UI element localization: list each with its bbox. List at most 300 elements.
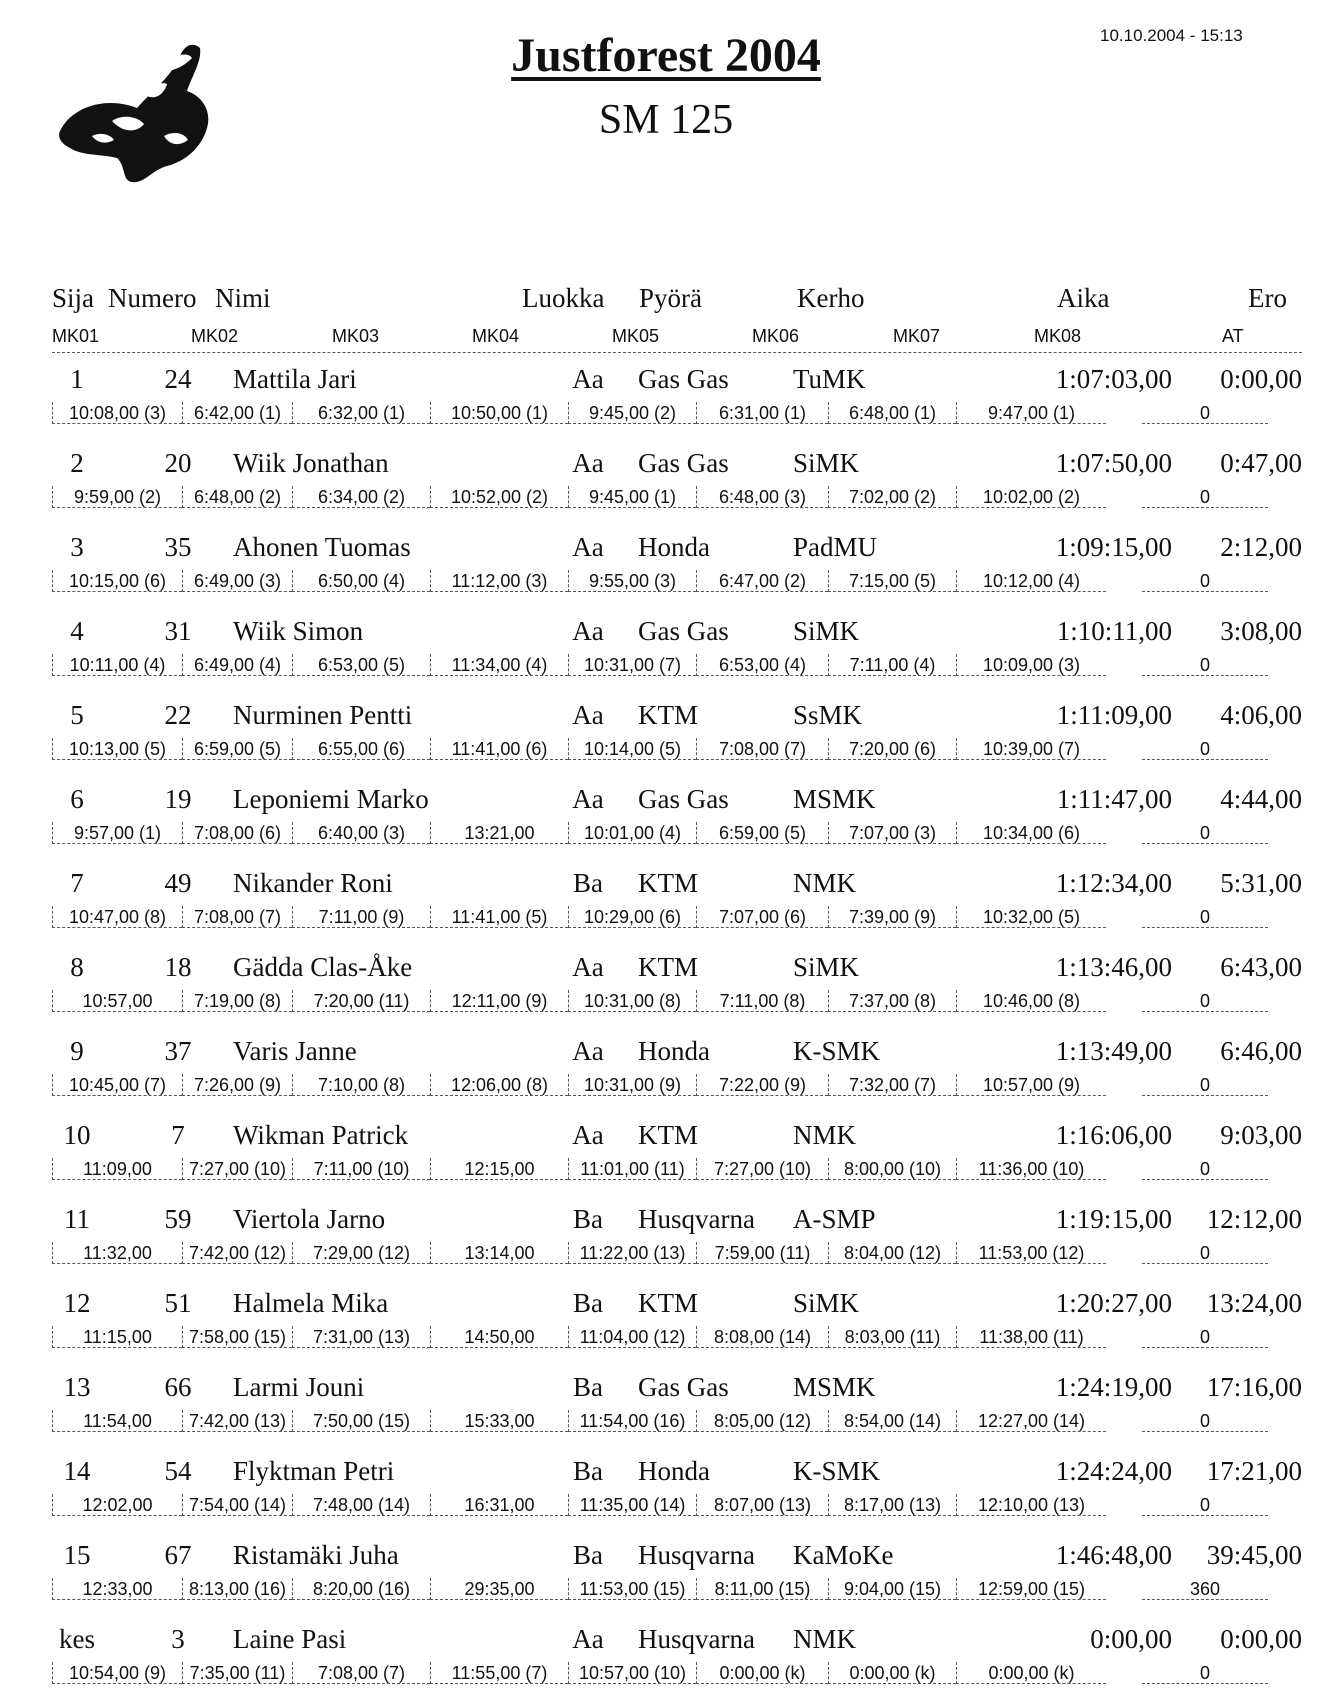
split-mk01: 10:13,00 (5) xyxy=(52,738,182,760)
col-ero: Ero xyxy=(1248,283,1287,313)
split-mk04: 11:41,00 (5) xyxy=(430,906,568,928)
split-mk07: 7:39,00 (9) xyxy=(828,906,956,928)
bike-cell: Gas Gas xyxy=(638,784,729,814)
rank-cell: 1 xyxy=(70,364,84,394)
result-entry xyxy=(52,1202,1302,1286)
split-mk01: 9:57,00 (1) xyxy=(52,822,182,844)
col-mk08: MK08 xyxy=(1034,326,1082,346)
split-at: 0 xyxy=(1142,1074,1268,1096)
number-cell: 18 xyxy=(164,952,192,982)
rank-cell: 5 xyxy=(70,700,84,730)
rank-cell: kes xyxy=(59,1624,95,1654)
split-mk06: 6:53,00 (4) xyxy=(696,654,828,676)
col-luokka: Luokka xyxy=(522,283,605,313)
result-main-row xyxy=(52,1034,1302,1072)
rank-cell: 11 xyxy=(64,1204,90,1234)
split-mk04: 11:41,00 (6) xyxy=(430,738,568,760)
number-cell: 22 xyxy=(164,700,192,730)
split-mk02: 7:42,00 (12) xyxy=(182,1242,292,1264)
split-mk06: 7:11,00 (8) xyxy=(696,990,828,1012)
split-mk04: 16:31,00 xyxy=(430,1494,568,1516)
result-split-row xyxy=(52,1578,1302,1602)
result-split-row xyxy=(52,486,1302,510)
diff-cell: 0:00,00 xyxy=(1220,1624,1302,1654)
diff-cell: 2:12,00 xyxy=(1220,532,1302,562)
result-split-row xyxy=(52,1326,1302,1350)
result-main-row xyxy=(52,1202,1302,1240)
club-cell: K-SMK xyxy=(793,1456,881,1486)
name-cell: Wikman Patrick xyxy=(233,1120,409,1150)
split-mk04: 11:55,00 (7) xyxy=(430,1662,568,1684)
split-mk02: 7:26,00 (9) xyxy=(182,1074,292,1096)
result-entry xyxy=(52,614,1302,698)
club-cell: K-SMK xyxy=(793,1036,881,1066)
diff-cell: 6:43,00 xyxy=(1220,952,1302,982)
result-main-row xyxy=(52,614,1302,652)
result-main-row xyxy=(52,1370,1302,1408)
name-cell: Nurminen Pentti xyxy=(233,700,413,730)
class-cell: Ba xyxy=(573,1204,603,1234)
split-mk08: 12:10,00 (13) xyxy=(956,1494,1106,1516)
split-mk04: 11:34,00 (4) xyxy=(430,654,568,676)
time-cell: 1:20:27,00 xyxy=(1055,1288,1172,1318)
split-at: 0 xyxy=(1142,402,1268,424)
diff-cell: 0:00,00 xyxy=(1220,364,1302,394)
bike-cell: Gas Gas xyxy=(638,616,729,646)
name-cell: Viertola Jarno xyxy=(233,1204,386,1234)
split-mk06: 7:08,00 (7) xyxy=(696,738,828,760)
number-cell: 59 xyxy=(164,1204,192,1234)
split-mk05: 10:14,00 (5) xyxy=(568,738,696,760)
class-cell: Aa xyxy=(572,1624,604,1654)
club-cell: TuMK xyxy=(793,364,866,394)
rank-cell: 15 xyxy=(63,1540,91,1570)
split-mk01: 10:11,00 (4) xyxy=(52,654,182,676)
number-cell: 3 xyxy=(171,1624,185,1654)
result-split-row xyxy=(52,1074,1302,1098)
number-cell: 31 xyxy=(164,616,192,646)
split-mk06: 8:11,00 (15) xyxy=(696,1578,828,1600)
bike-cell: Gas Gas xyxy=(638,448,729,478)
result-entry xyxy=(52,950,1302,1034)
split-mk02: 7:58,00 (15) xyxy=(182,1326,292,1348)
time-cell: 0:00,00 xyxy=(1090,1624,1172,1654)
split-mk01: 10:45,00 (7) xyxy=(52,1074,182,1096)
split-at: 0 xyxy=(1142,906,1268,928)
name-cell: Laine Pasi xyxy=(233,1624,347,1654)
split-mk02: 7:19,00 (8) xyxy=(182,990,292,1012)
rank-cell: 6 xyxy=(70,784,84,814)
split-mk01: 11:15,00 xyxy=(52,1326,182,1348)
split-mk03: 7:31,00 (13) xyxy=(292,1326,430,1348)
split-mk01: 11:54,00 xyxy=(52,1410,182,1432)
split-mk06: 8:08,00 (14) xyxy=(696,1326,828,1348)
class-cell: Ba xyxy=(573,868,603,898)
rank-cell: 9 xyxy=(70,1036,84,1066)
result-entry xyxy=(52,782,1302,866)
split-mk03: 6:32,00 (1) xyxy=(292,402,430,424)
split-mk01: 9:59,00 (2) xyxy=(52,486,182,508)
time-cell: 1:07:03,00 xyxy=(1055,364,1172,394)
split-at: 0 xyxy=(1142,486,1268,508)
split-mk05: 10:29,00 (6) xyxy=(568,906,696,928)
diff-cell: 0:47,00 xyxy=(1220,448,1302,478)
split-mk01: 12:33,00 xyxy=(52,1578,182,1600)
split-mk02: 7:27,00 (10) xyxy=(182,1158,292,1180)
split-mk05: 11:35,00 (14) xyxy=(568,1494,696,1516)
split-mk01: 10:57,00 xyxy=(52,990,182,1012)
split-mk01: 12:02,00 xyxy=(52,1494,182,1516)
name-cell: Wiik Jonathan xyxy=(233,448,389,478)
split-mk07: 7:11,00 (4) xyxy=(828,654,956,676)
name-cell: Flyktman Petri xyxy=(233,1456,395,1486)
split-at: 0 xyxy=(1142,570,1268,592)
class-cell: Aa xyxy=(572,364,604,394)
split-mk01: 10:54,00 (9) xyxy=(52,1662,182,1684)
split-mk02: 6:48,00 (2) xyxy=(182,486,292,508)
split-mk05: 11:04,00 (12) xyxy=(568,1326,696,1348)
split-mk06: 6:31,00 (1) xyxy=(696,402,828,424)
split-header-row xyxy=(52,326,1302,353)
split-mk08: 10:34,00 (6) xyxy=(956,822,1106,844)
diff-cell: 3:08,00 xyxy=(1220,616,1302,646)
time-cell: 1:07:50,00 xyxy=(1055,448,1172,478)
result-main-row xyxy=(52,1538,1302,1576)
split-mk08: 10:57,00 (9) xyxy=(956,1074,1106,1096)
result-main-row xyxy=(52,950,1302,988)
name-cell: Varis Janne xyxy=(233,1036,357,1066)
split-mk03: 7:08,00 (7) xyxy=(292,1662,430,1684)
col-mk07: MK07 xyxy=(893,326,941,346)
result-main-row xyxy=(52,866,1302,904)
split-mk08: 12:27,00 (14) xyxy=(956,1410,1106,1432)
split-mk07: 8:00,00 (10) xyxy=(828,1158,956,1180)
split-mk07: 7:02,00 (2) xyxy=(828,486,956,508)
split-at: 0 xyxy=(1142,1662,1268,1684)
class-cell: Aa xyxy=(572,1120,604,1150)
number-cell: 37 xyxy=(164,1036,192,1066)
result-split-row xyxy=(52,1242,1302,1266)
split-at: 0 xyxy=(1142,654,1268,676)
split-mk01: 11:09,00 xyxy=(52,1158,182,1180)
split-mk08: 10:02,00 (2) xyxy=(956,486,1106,508)
diff-cell: 9:03,00 xyxy=(1220,1120,1302,1150)
result-entry xyxy=(52,530,1302,614)
split-mk07: 7:07,00 (3) xyxy=(828,822,956,844)
split-mk05: 10:31,00 (9) xyxy=(568,1074,696,1096)
result-split-row xyxy=(52,822,1302,846)
split-mk08: 12:59,00 (15) xyxy=(956,1578,1106,1600)
split-mk04: 15:33,00 xyxy=(430,1410,568,1432)
split-mk08: 9:47,00 (1) xyxy=(956,402,1106,424)
bike-cell: Husqvarna xyxy=(638,1204,755,1234)
col-pyora: Pyörä xyxy=(639,283,702,313)
split-mk02: 7:35,00 (11) xyxy=(182,1662,292,1684)
class-cell: Aa xyxy=(572,952,604,982)
split-at: 0 xyxy=(1142,990,1268,1012)
col-at: AT xyxy=(1222,326,1244,346)
number-cell: 20 xyxy=(164,448,192,478)
split-mk03: 6:34,00 (2) xyxy=(292,486,430,508)
split-mk07: 8:03,00 (11) xyxy=(828,1326,956,1348)
split-mk02: 6:49,00 (3) xyxy=(182,570,292,592)
bike-cell: KTM xyxy=(638,868,698,898)
club-cell: SiMK xyxy=(793,952,860,982)
time-cell: 1:46:48,00 xyxy=(1055,1540,1172,1570)
result-main-row xyxy=(52,1118,1302,1156)
split-mk07: 7:15,00 (5) xyxy=(828,570,956,592)
club-cell: SiMK xyxy=(793,448,860,478)
name-cell: Mattila Jari xyxy=(233,364,357,394)
club-cell: MSMK xyxy=(793,1372,876,1402)
name-cell: Wiik Simon xyxy=(233,616,364,646)
split-at: 0 xyxy=(1142,738,1268,760)
result-main-row xyxy=(52,782,1302,820)
bike-cell: Gas Gas xyxy=(638,364,729,394)
result-main-row xyxy=(52,698,1302,736)
split-mk07: 8:04,00 (12) xyxy=(828,1242,956,1264)
name-cell: Halmela Mika xyxy=(233,1288,389,1318)
class-cell: Aa xyxy=(572,448,604,478)
bike-cell: Honda xyxy=(638,1456,710,1486)
split-mk06: 8:07,00 (13) xyxy=(696,1494,828,1516)
split-mk05: 10:31,00 (8) xyxy=(568,990,696,1012)
number-cell: 49 xyxy=(164,868,192,898)
split-mk04: 12:11,00 (9) xyxy=(430,990,568,1012)
split-mk07: 6:48,00 (1) xyxy=(828,402,956,424)
split-mk08: 10:39,00 (7) xyxy=(956,738,1106,760)
number-cell: 66 xyxy=(164,1372,192,1402)
class-cell: Aa xyxy=(572,616,604,646)
number-cell: 67 xyxy=(164,1540,192,1570)
split-mk03: 8:20,00 (16) xyxy=(292,1578,430,1600)
result-entry xyxy=(52,1286,1302,1370)
col-aika: Aika xyxy=(1057,283,1110,313)
split-mk04: 12:06,00 (8) xyxy=(430,1074,568,1096)
split-mk05: 9:55,00 (3) xyxy=(568,570,696,592)
number-cell: 51 xyxy=(164,1288,192,1318)
split-mk01: 10:15,00 (6) xyxy=(52,570,182,592)
result-entry xyxy=(52,1538,1302,1622)
column-header-row xyxy=(52,283,1302,319)
result-split-row xyxy=(52,1494,1302,1518)
split-mk06: 6:47,00 (2) xyxy=(696,570,828,592)
split-mk08: 11:38,00 (11) xyxy=(956,1326,1106,1348)
diff-cell: 17:21,00 xyxy=(1206,1456,1302,1486)
time-cell: 1:16:06,00 xyxy=(1055,1120,1172,1150)
name-cell: Ristamäki Juha xyxy=(233,1540,399,1570)
split-mk07: 7:37,00 (8) xyxy=(828,990,956,1012)
split-at: 0 xyxy=(1142,822,1268,844)
split-mk05: 10:57,00 (10) xyxy=(568,1662,696,1684)
split-mk07: 7:32,00 (7) xyxy=(828,1074,956,1096)
col-nimi: Nimi xyxy=(215,283,271,313)
time-cell: 1:11:09,00 xyxy=(1056,700,1172,730)
time-cell: 1:24:19,00 xyxy=(1055,1372,1172,1402)
result-main-row xyxy=(52,1454,1302,1492)
col-mk03: MK03 xyxy=(332,326,380,346)
name-cell: Gädda Clas-Åke xyxy=(233,952,413,982)
split-mk04: 14:50,00 xyxy=(430,1326,568,1348)
split-mk02: 6:49,00 (4) xyxy=(182,654,292,676)
split-mk07: 8:54,00 (14) xyxy=(828,1410,956,1432)
club-cell: NMK xyxy=(793,1120,857,1150)
split-mk04: 13:14,00 xyxy=(430,1242,568,1264)
result-entry xyxy=(52,446,1302,530)
col-mk05: MK05 xyxy=(612,326,660,346)
time-cell: 1:19:15,00 xyxy=(1055,1204,1172,1234)
split-mk03: 6:50,00 (4) xyxy=(292,570,430,592)
split-at: 0 xyxy=(1142,1326,1268,1348)
split-mk06: 7:27,00 (10) xyxy=(696,1158,828,1180)
result-split-row xyxy=(52,906,1302,930)
split-mk01: 10:47,00 (8) xyxy=(52,906,182,928)
class-cell: Aa xyxy=(572,532,604,562)
col-numero: Numero xyxy=(108,283,197,313)
class-cell: Aa xyxy=(572,1036,604,1066)
print-timestamp: 10.10.2004 - 15:13 xyxy=(1100,26,1243,45)
split-mk08: 0:00,00 (k) xyxy=(956,1662,1106,1684)
split-mk05: 11:01,00 (11) xyxy=(568,1158,696,1180)
split-at: 360 xyxy=(1142,1578,1268,1600)
split-mk07: 8:17,00 (13) xyxy=(828,1494,956,1516)
split-mk03: 7:10,00 (8) xyxy=(292,1074,430,1096)
rank-cell: 10 xyxy=(63,1120,91,1150)
split-mk06: 7:22,00 (9) xyxy=(696,1074,828,1096)
diff-cell: 17:16,00 xyxy=(1206,1372,1302,1402)
time-cell: 1:13:46,00 xyxy=(1055,952,1172,982)
diff-cell: 39:45,00 xyxy=(1206,1540,1302,1570)
name-cell: Leponiemi Marko xyxy=(233,784,429,814)
bike-cell: KTM xyxy=(638,1120,698,1150)
result-split-row xyxy=(52,990,1302,1014)
result-split-row xyxy=(52,1410,1302,1434)
class-cell: Ba xyxy=(573,1540,603,1570)
split-mk02: 6:59,00 (5) xyxy=(182,738,292,760)
diff-cell: 4:06,00 xyxy=(1220,700,1302,730)
name-cell: Ahonen Tuomas xyxy=(233,532,411,562)
diff-cell: 12:12,00 xyxy=(1206,1204,1302,1234)
bike-cell: Honda xyxy=(638,1036,710,1066)
split-mk08: 10:32,00 (5) xyxy=(956,906,1106,928)
split-mk05: 11:54,00 (16) xyxy=(568,1410,696,1432)
col-mk04: MK04 xyxy=(472,326,520,346)
time-cell: 1:10:11,00 xyxy=(1056,616,1172,646)
page-subtitle: SM 125 xyxy=(598,97,734,143)
name-cell: Nikander Roni xyxy=(233,868,393,898)
rank-cell: 2 xyxy=(70,448,84,478)
split-mk05: 11:22,00 (13) xyxy=(568,1242,696,1264)
rank-cell: 14 xyxy=(63,1456,91,1486)
bike-cell: KTM xyxy=(638,952,698,982)
club-cell: SiMK xyxy=(793,616,860,646)
time-cell: 1:12:34,00 xyxy=(1055,868,1172,898)
split-mk02: 7:08,00 (7) xyxy=(182,906,292,928)
result-entry xyxy=(52,1622,1302,1692)
split-mk02: 8:13,00 (16) xyxy=(182,1578,292,1600)
rank-cell: 12 xyxy=(63,1288,91,1318)
result-main-row xyxy=(52,362,1302,400)
result-split-row xyxy=(52,570,1302,594)
result-entry xyxy=(52,866,1302,950)
time-cell: 1:11:47,00 xyxy=(1056,784,1172,814)
split-mk05: 11:53,00 (15) xyxy=(568,1578,696,1600)
club-cell: MSMK xyxy=(793,784,876,814)
col-mk01: MK01 xyxy=(52,326,100,346)
split-mk06: 6:59,00 (5) xyxy=(696,822,828,844)
split-mk02: 7:42,00 (13) xyxy=(182,1410,292,1432)
split-mk07: 0:00,00 (k) xyxy=(828,1662,956,1684)
time-cell: 1:13:49,00 xyxy=(1055,1036,1172,1066)
result-main-row xyxy=(52,530,1302,568)
split-mk06: 7:07,00 (6) xyxy=(696,906,828,928)
col-kerho: Kerho xyxy=(797,283,865,313)
time-cell: 1:09:15,00 xyxy=(1055,532,1172,562)
class-cell: Ba xyxy=(573,1372,603,1402)
split-at: 0 xyxy=(1142,1242,1268,1264)
club-cell: SsMK xyxy=(793,700,863,730)
club-cell: A-SMP xyxy=(793,1204,876,1234)
number-cell: 24 xyxy=(164,364,192,394)
split-mk01: 10:08,00 (3) xyxy=(52,402,182,424)
diff-cell: 6:46,00 xyxy=(1220,1036,1302,1066)
split-mk05: 9:45,00 (1) xyxy=(568,486,696,508)
result-split-row xyxy=(52,1662,1302,1686)
split-mk03: 7:48,00 (14) xyxy=(292,1494,430,1516)
class-cell: Aa xyxy=(572,700,604,730)
result-split-row xyxy=(52,402,1302,426)
col-mk06: MK06 xyxy=(752,326,800,346)
split-mk02: 7:54,00 (14) xyxy=(182,1494,292,1516)
split-mk03: 7:29,00 (12) xyxy=(292,1242,430,1264)
split-mk03: 7:11,00 (10) xyxy=(292,1158,430,1180)
class-cell: Ba xyxy=(573,1288,603,1318)
split-mk06: 6:48,00 (3) xyxy=(696,486,828,508)
result-split-row xyxy=(52,738,1302,762)
split-mk06: 8:05,00 (12) xyxy=(696,1410,828,1432)
split-mk04: 10:52,00 (2) xyxy=(430,486,568,508)
split-mk03: 6:40,00 (3) xyxy=(292,822,430,844)
split-mk03: 7:20,00 (11) xyxy=(292,990,430,1012)
diff-cell: 5:31,00 xyxy=(1220,868,1302,898)
rank-cell: 4 xyxy=(70,616,84,646)
diff-cell: 13:24,00 xyxy=(1206,1288,1302,1318)
split-mk03: 6:55,00 (6) xyxy=(292,738,430,760)
bike-cell: Husqvarna xyxy=(638,1624,755,1654)
rank-cell: 7 xyxy=(70,868,84,898)
club-cell: NMK xyxy=(793,868,857,898)
bike-cell: KTM xyxy=(638,700,698,730)
time-cell: 1:24:24,00 xyxy=(1055,1456,1172,1486)
result-main-row xyxy=(52,1286,1302,1324)
split-mk05: 10:31,00 (7) xyxy=(568,654,696,676)
result-entry xyxy=(52,1118,1302,1202)
split-mk04: 13:21,00 xyxy=(430,822,568,844)
split-mk04: 12:15,00 xyxy=(430,1158,568,1180)
bike-cell: KTM xyxy=(638,1288,698,1318)
split-mk07: 9:04,00 (15) xyxy=(828,1578,956,1600)
club-cell: SiMK xyxy=(793,1288,860,1318)
split-mk08: 10:46,00 (8) xyxy=(956,990,1106,1012)
split-mk02: 7:08,00 (6) xyxy=(182,822,292,844)
split-at: 0 xyxy=(1142,1158,1268,1180)
result-entry xyxy=(52,362,1302,446)
split-mk03: 7:50,00 (15) xyxy=(292,1410,430,1432)
split-mk06: 0:00,00 (k) xyxy=(696,1662,828,1684)
split-mk08: 11:53,00 (12) xyxy=(956,1242,1106,1264)
rank-cell: 8 xyxy=(70,952,84,982)
split-mk04: 11:12,00 (3) xyxy=(430,570,568,592)
